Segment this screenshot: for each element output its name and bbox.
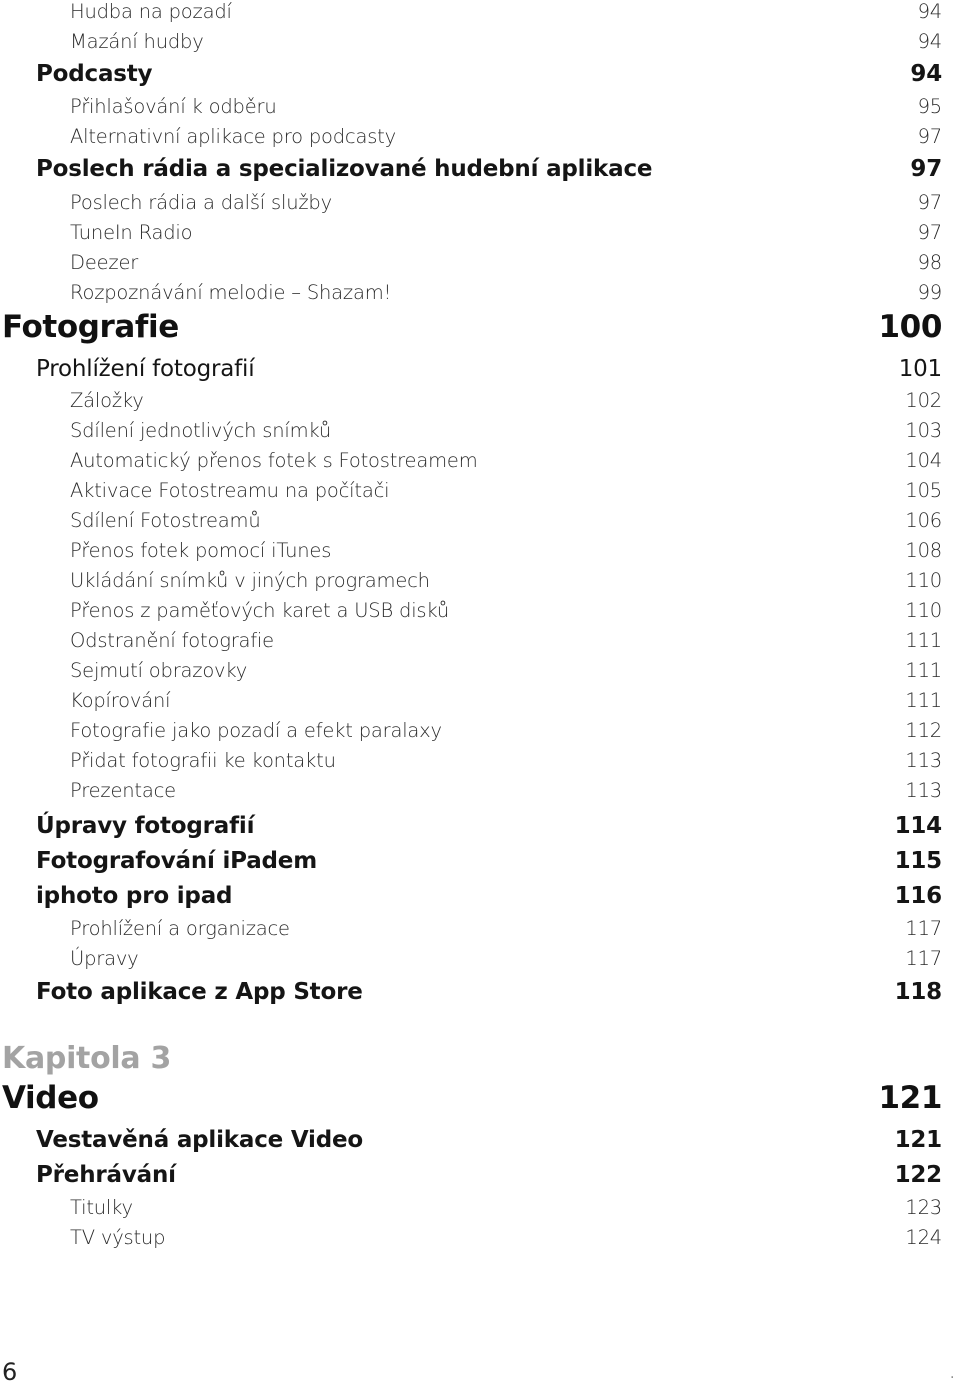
toc-section[interactable] <box>0 883 942 909</box>
toc-entry[interactable] <box>0 719 942 742</box>
toc-entry-title: Poslech rádia a další služby <box>70 191 332 214</box>
toc-section[interactable] <box>0 979 942 1005</box>
toc-entry-page: 95 <box>917 95 942 118</box>
toc-section[interactable] <box>0 156 942 182</box>
toc-entry-page: 102 <box>905 389 942 412</box>
toc-entry-page: 113 <box>905 749 942 772</box>
toc-entry-title: Sdílení jednotlivých snímků <box>70 419 332 442</box>
toc-section-page: 122 <box>894 1162 942 1188</box>
toc-section-page: 97 <box>910 156 942 182</box>
toc-entry-title: Fotografie jako pozadí a efekt paralaxy <box>70 719 442 742</box>
toc-entry[interactable] <box>0 659 942 682</box>
toc-entry-page: 97 <box>917 191 942 214</box>
toc-entry-page: 94 <box>917 30 942 53</box>
toc-section-page: 94 <box>910 61 942 87</box>
toc-entry-title: Přidat fotografii ke kontaktu <box>70 749 336 772</box>
toc-entry[interactable] <box>0 509 942 532</box>
toc-section-page: 118 <box>894 979 942 1005</box>
toc-entry-title: Prohlížení a organizace <box>70 917 290 940</box>
page-number: 6 <box>2 1358 18 1386</box>
toc-section-title: Foto aplikace z App Store <box>36 979 363 1005</box>
toc-entry-title: TuneIn Radio <box>70 221 193 244</box>
toc-entry-title: Titulky <box>70 1196 133 1219</box>
toc-entry-page: 113 <box>905 779 942 802</box>
toc-entry-title: Kopírování <box>70 689 171 712</box>
toc-section-title: Podcasty <box>36 61 153 87</box>
toc-entry-title: Přenos fotek pomocí iTunes <box>70 539 332 562</box>
toc-entry-page: 117 <box>905 947 942 970</box>
toc-entry[interactable] <box>0 95 942 118</box>
toc-entry-page: 97 <box>917 125 942 148</box>
toc-entry-title: Přenos z paměťových karet a USB disků <box>70 599 450 622</box>
toc-entry-title: Úpravy <box>70 947 139 970</box>
toc-entry[interactable] <box>0 221 942 244</box>
toc-entry[interactable] <box>0 281 942 304</box>
toc-entry[interactable] <box>0 0 942 23</box>
toc-section-page: 121 <box>894 1127 942 1153</box>
toc-entry[interactable] <box>0 749 942 772</box>
toc-entry-page: 117 <box>905 917 942 940</box>
toc-entry-title: Aktivace Fotostreamu na počítači <box>70 479 390 502</box>
toc-section[interactable] <box>0 1127 942 1153</box>
toc-entry-title: Odstranění fotografie <box>70 629 274 652</box>
toc-entry[interactable] <box>0 689 942 712</box>
toc-section-title: Poslech rádia a specializované hudební aplikace <box>36 156 653 182</box>
toc-entry-page: 123 <box>905 1196 942 1219</box>
toc-section-title: Prohlížení fotografií <box>36 356 255 382</box>
toc-section[interactable] <box>0 61 942 87</box>
toc-section[interactable] <box>0 356 942 382</box>
toc-entry[interactable] <box>0 947 942 970</box>
toc-entry-page: 99 <box>917 281 942 304</box>
toc-entry[interactable] <box>0 1196 942 1219</box>
toc-entry-title: Rozpoznávání melodie – Shazam! <box>70 281 392 304</box>
toc-entry[interactable] <box>0 30 942 53</box>
toc-entry-page: 106 <box>905 509 942 532</box>
toc-entry-page: 98 <box>917 251 942 274</box>
toc-entry-title: TV výstup <box>70 1226 166 1249</box>
toc-chapter-title: Fotografie <box>2 309 179 345</box>
toc-entry-title: Záložky <box>70 389 144 412</box>
toc-entry[interactable] <box>0 779 942 802</box>
toc-entry-page: 124 <box>905 1226 942 1249</box>
toc-chapter[interactable] <box>0 1080 942 1116</box>
toc-section-title: iphoto pro ipad <box>36 883 233 909</box>
toc-entry-title: Automatický přenos fotek s Fotostreamem <box>70 449 478 472</box>
toc-entry[interactable] <box>0 539 942 562</box>
corner-mark: . <box>950 1366 955 1382</box>
toc-entry-page: 103 <box>905 419 942 442</box>
toc-entry[interactable] <box>0 419 942 442</box>
toc-entry-page: 112 <box>905 719 942 742</box>
toc-entry[interactable] <box>0 251 942 274</box>
toc-entry-title: Deezer <box>70 251 139 274</box>
toc-entry-page: 111 <box>905 629 942 652</box>
toc-entry[interactable] <box>0 569 942 592</box>
toc-entry-page: 104 <box>905 449 942 472</box>
toc-entry-page: 108 <box>905 539 942 562</box>
toc-section-page: 101 <box>898 356 942 382</box>
toc-entry-title: Ukládání snímků v jiných programech <box>70 569 430 592</box>
toc-entry-title: Alternativní aplikace pro podcasty <box>70 125 396 148</box>
toc-section[interactable] <box>0 813 942 839</box>
toc-section[interactable] <box>0 1162 942 1188</box>
toc-entry[interactable] <box>0 191 942 214</box>
toc-entry-page: 94 <box>917 0 942 23</box>
toc-entry[interactable] <box>0 629 942 652</box>
toc-entry-page: 110 <box>905 569 942 592</box>
toc-section-title: Úpravy fotografií <box>36 813 255 839</box>
toc-section[interactable] <box>0 848 942 874</box>
toc-entry[interactable] <box>0 125 942 148</box>
toc-entry[interactable] <box>0 1226 942 1249</box>
toc-entry-title: Sejmutí obrazovky <box>70 659 248 682</box>
toc-section-page: 114 <box>894 813 942 839</box>
toc-entry-page: 105 <box>905 479 942 502</box>
toc-section-page: 115 <box>894 848 942 874</box>
toc-entry[interactable] <box>0 599 942 622</box>
toc-chapter-page: 121 <box>878 1080 942 1116</box>
toc-entry-page: 111 <box>905 689 942 712</box>
toc-entry-title: Sdílení Fotostreamů <box>70 509 261 532</box>
toc-section-title: Vestavěná aplikace Video <box>36 1127 363 1153</box>
toc-chapter-page: 100 <box>878 309 942 345</box>
toc-entry[interactable] <box>0 479 942 502</box>
chapter-label: Kapitola 3 <box>2 1041 172 1076</box>
toc-section-title: Fotografování iPadem <box>36 848 317 874</box>
toc-entry[interactable] <box>0 389 942 412</box>
toc-entry-page: 97 <box>917 221 942 244</box>
toc-entry[interactable] <box>0 449 942 472</box>
toc-entry-page: 111 <box>905 659 942 682</box>
toc-entry-page: 110 <box>905 599 942 622</box>
toc-section-title: Přehrávání <box>36 1162 176 1188</box>
toc-section-page: 116 <box>894 883 942 909</box>
toc-chapter[interactable] <box>0 309 942 345</box>
toc-entry-title: Mazání hudby <box>70 30 204 53</box>
toc-entry-title: Hudba na pozadí <box>70 0 232 23</box>
toc-chapter-title: Video <box>2 1080 99 1116</box>
toc-entry-title: Prezentace <box>70 779 176 802</box>
toc-entry-title: Přihlašování k odběru <box>70 95 277 118</box>
toc-entry[interactable] <box>0 917 942 940</box>
